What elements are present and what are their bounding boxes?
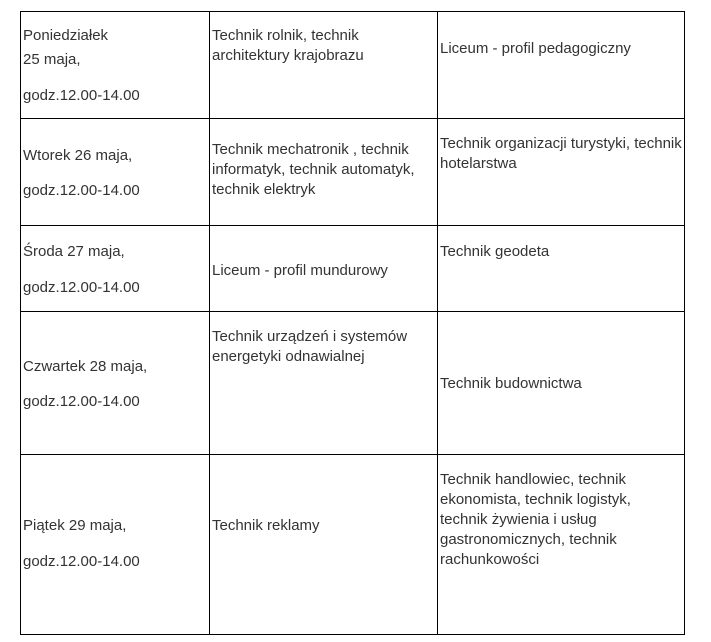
program-text: Technik reklamy xyxy=(212,517,320,534)
program-cell xyxy=(437,455,685,634)
table-row xyxy=(20,118,685,226)
program-text: Technik urządzeń i systemów energetyki odnawialnej xyxy=(212,328,408,365)
program-cell xyxy=(209,226,437,312)
table-row xyxy=(20,311,685,455)
program-cell xyxy=(437,226,685,312)
program-cell xyxy=(209,119,437,226)
hours-label: godz.12.00-14.00 xyxy=(23,279,140,296)
day-label: Poniedziałek xyxy=(23,27,109,44)
day-label: Piątek 29 maja, xyxy=(23,517,127,534)
hours-label: godz.12.00-14.00 xyxy=(23,182,140,199)
program-text: Technik geodeta xyxy=(440,243,550,260)
hours-label: godz.12.00-14.00 xyxy=(23,87,140,104)
day-cell xyxy=(20,312,209,455)
day-label: Środa 27 maja, xyxy=(23,243,125,260)
program-cell xyxy=(437,12,685,119)
day-cell xyxy=(20,226,209,312)
program-cell xyxy=(209,455,437,634)
program-text: Technik organizacji turystyki, technik hotelarstwa xyxy=(440,135,682,172)
day-label: Czwartek 28 maja, xyxy=(23,358,148,375)
program-text: Technik budownictwa xyxy=(440,375,582,392)
day-cell xyxy=(20,119,209,226)
schedule-table xyxy=(20,11,685,634)
hours-label: godz.12.00-14.00 xyxy=(23,393,140,410)
program-text: Liceum - profil mundurowy xyxy=(212,262,388,279)
table-row xyxy=(20,225,685,312)
day-label: Wtorek 26 maja, xyxy=(23,147,133,164)
hours-label: godz.12.00-14.00 xyxy=(23,553,140,570)
program-text: Technik handlowiec, technik ekonomista, technik logistyk, technik żywienia i usług gastronomicznych, technik rachunkowości xyxy=(440,471,631,568)
date-label: 25 maja, xyxy=(23,51,81,68)
day-cell xyxy=(20,12,209,119)
program-cell xyxy=(437,119,685,226)
program-text: Liceum - profil pedagogiczny xyxy=(440,40,631,57)
program-cell xyxy=(437,312,685,455)
table-row xyxy=(20,11,685,119)
program-cell xyxy=(209,12,437,119)
program-cell xyxy=(209,312,437,455)
day-cell xyxy=(20,455,209,634)
program-text: Technik mechatronik , technik informatyk, technik automatyk, technik elektryk xyxy=(212,141,415,198)
table-row xyxy=(20,454,685,635)
program-text: Technik rolnik, technik architektury krajobrazu xyxy=(212,27,364,64)
